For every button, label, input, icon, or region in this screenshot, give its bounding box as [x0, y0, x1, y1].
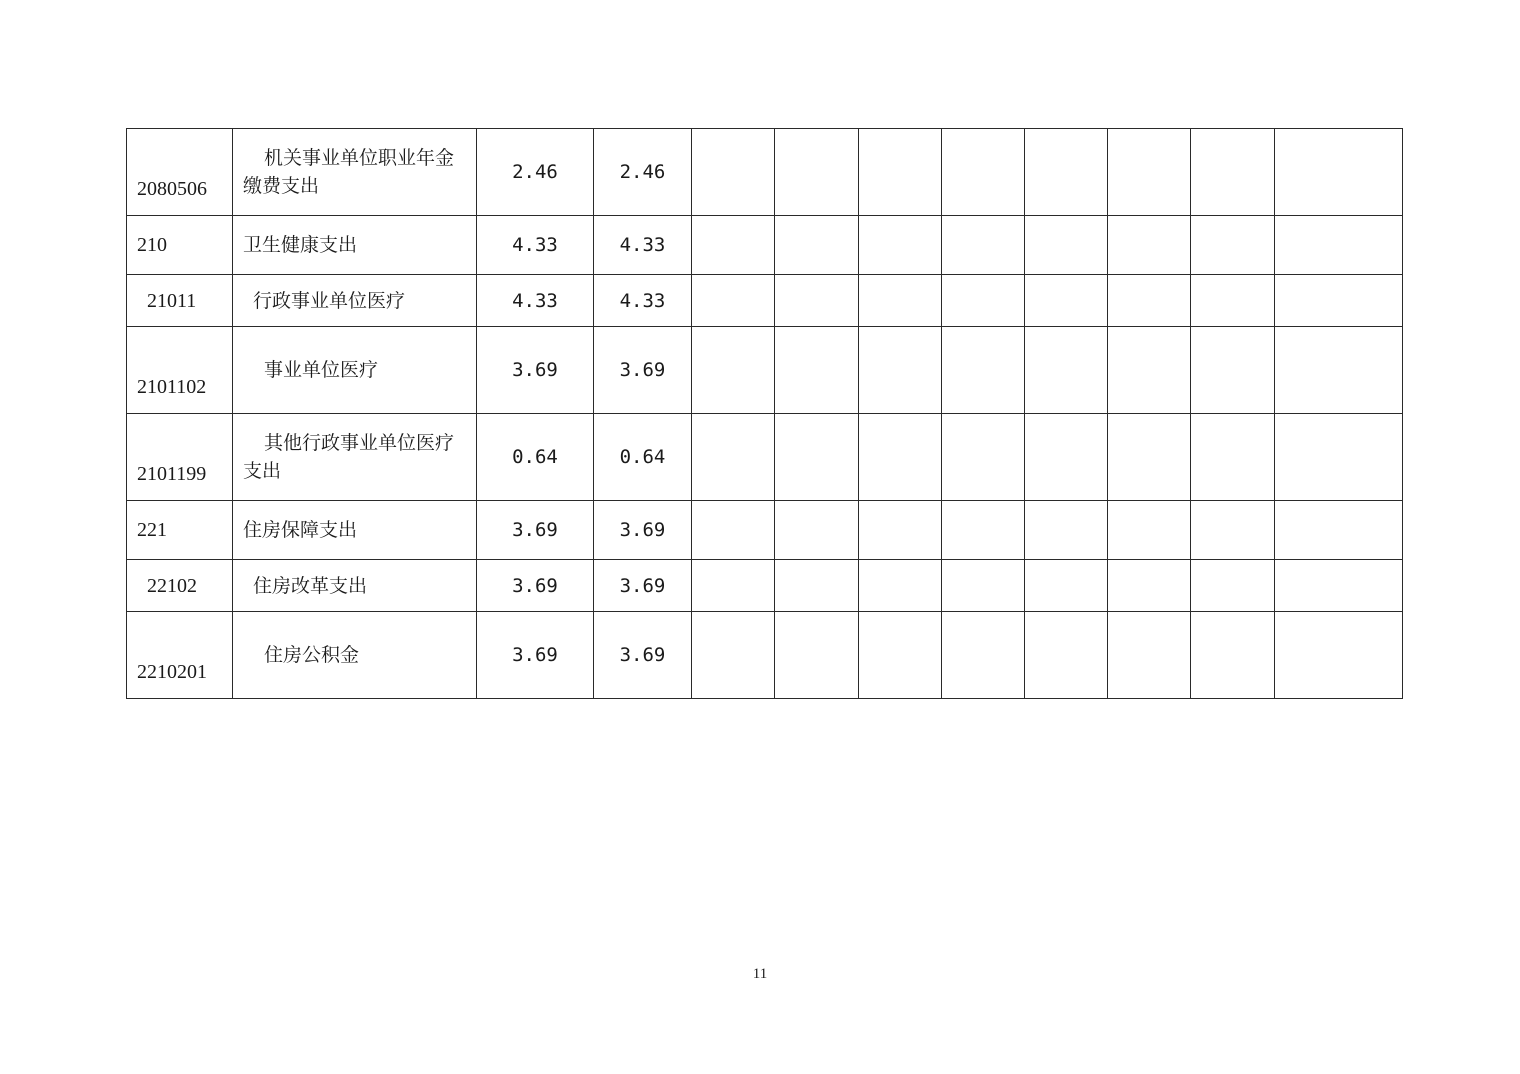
empty-cell: [692, 275, 775, 327]
empty-cell: [1191, 275, 1275, 327]
amount-basic: 0.64: [594, 414, 692, 501]
empty-cell: [1275, 129, 1403, 216]
page-number: 11: [752, 966, 768, 982]
empty-cell: [1191, 501, 1275, 560]
empty-cell: [1191, 414, 1275, 501]
table-row: [127, 501, 1403, 560]
empty-cell: [859, 275, 942, 327]
empty-cell: [775, 414, 859, 501]
amount-total: 3.69: [477, 560, 594, 612]
amount-basic: 4.33: [594, 275, 692, 327]
account-code: 210: [127, 216, 233, 275]
empty-cell: [1275, 216, 1403, 275]
empty-cell: [775, 275, 859, 327]
empty-cell: [1025, 129, 1108, 216]
account-name: 住房改革支出: [233, 560, 477, 612]
amount-basic: 4.33: [594, 216, 692, 275]
amount-basic: 3.69: [594, 612, 692, 699]
empty-cell: [859, 560, 942, 612]
empty-cell: [1108, 216, 1191, 275]
account-code: 21011: [127, 275, 233, 327]
empty-cell: [1025, 275, 1108, 327]
empty-cell: [1108, 414, 1191, 501]
empty-cell: [692, 501, 775, 560]
table-row: [127, 327, 1403, 414]
amount-basic: 3.69: [594, 327, 692, 414]
account-name: 其他行政事业单位医疗支出: [233, 414, 477, 501]
empty-cell: [1275, 275, 1403, 327]
empty-cell: [942, 414, 1025, 501]
empty-cell: [942, 560, 1025, 612]
amount-total: 0.64: [477, 414, 594, 501]
empty-cell: [692, 216, 775, 275]
empty-cell: [942, 275, 1025, 327]
empty-cell: [1025, 414, 1108, 501]
empty-cell: [1025, 216, 1108, 275]
amount-total: 2.46: [477, 129, 594, 216]
empty-cell: [859, 414, 942, 501]
account-name: 住房保障支出: [233, 501, 477, 560]
empty-cell: [692, 560, 775, 612]
empty-cell: [859, 501, 942, 560]
account-name: 事业单位医疗: [233, 327, 477, 414]
account-code: 2080506: [127, 129, 233, 216]
empty-cell: [775, 501, 859, 560]
account-code: 221: [127, 501, 233, 560]
table-row: [127, 129, 1403, 216]
empty-cell: [1275, 612, 1403, 699]
empty-cell: [692, 612, 775, 699]
empty-cell: [775, 327, 859, 414]
amount-total: 4.33: [477, 216, 594, 275]
empty-cell: [1191, 560, 1275, 612]
empty-cell: [942, 216, 1025, 275]
empty-cell: [1025, 327, 1108, 414]
empty-cell: [1025, 612, 1108, 699]
empty-cell: [942, 612, 1025, 699]
amount-total: 3.69: [477, 612, 594, 699]
account-name: 住房公积金: [233, 612, 477, 699]
empty-cell: [859, 612, 942, 699]
account-code: 2101102: [127, 327, 233, 414]
empty-cell: [1108, 275, 1191, 327]
empty-cell: [1108, 560, 1191, 612]
empty-cell: [775, 560, 859, 612]
empty-cell: [942, 129, 1025, 216]
empty-cell: [1108, 501, 1191, 560]
empty-cell: [1275, 414, 1403, 501]
empty-cell: [692, 327, 775, 414]
account-name: 卫生健康支出: [233, 216, 477, 275]
empty-cell: [692, 414, 775, 501]
empty-cell: [1191, 129, 1275, 216]
empty-cell: [775, 612, 859, 699]
amount-basic: 3.69: [594, 560, 692, 612]
amount-total: 4.33: [477, 275, 594, 327]
empty-cell: [1191, 327, 1275, 414]
empty-cell: [1275, 501, 1403, 560]
amount-total: 3.69: [477, 501, 594, 560]
table-row: [127, 414, 1403, 501]
amount-total: 3.69: [477, 327, 594, 414]
empty-cell: [1191, 216, 1275, 275]
budget-table: [126, 128, 1403, 699]
amount-basic: 3.69: [594, 501, 692, 560]
empty-cell: [942, 501, 1025, 560]
table-row: [127, 216, 1403, 275]
empty-cell: [1108, 327, 1191, 414]
empty-cell: [859, 327, 942, 414]
account-code: 2210201: [127, 612, 233, 699]
amount-basic: 2.46: [594, 129, 692, 216]
empty-cell: [1025, 501, 1108, 560]
empty-cell: [1108, 612, 1191, 699]
empty-cell: [859, 129, 942, 216]
table-row: [127, 612, 1403, 699]
empty-cell: [1275, 327, 1403, 414]
empty-cell: [775, 129, 859, 216]
empty-cell: [692, 129, 775, 216]
empty-cell: [859, 216, 942, 275]
empty-cell: [942, 327, 1025, 414]
empty-cell: [1108, 129, 1191, 216]
account-name: 机关事业单位职业年金缴费支出: [233, 129, 477, 216]
empty-cell: [775, 216, 859, 275]
account-name: 行政事业单位医疗: [233, 275, 477, 327]
table-row: [127, 560, 1403, 612]
account-code: 22102: [127, 560, 233, 612]
empty-cell: [1191, 612, 1275, 699]
account-code: 2101199: [127, 414, 233, 501]
table-row: [127, 275, 1403, 327]
empty-cell: [1025, 560, 1108, 612]
empty-cell: [1275, 560, 1403, 612]
